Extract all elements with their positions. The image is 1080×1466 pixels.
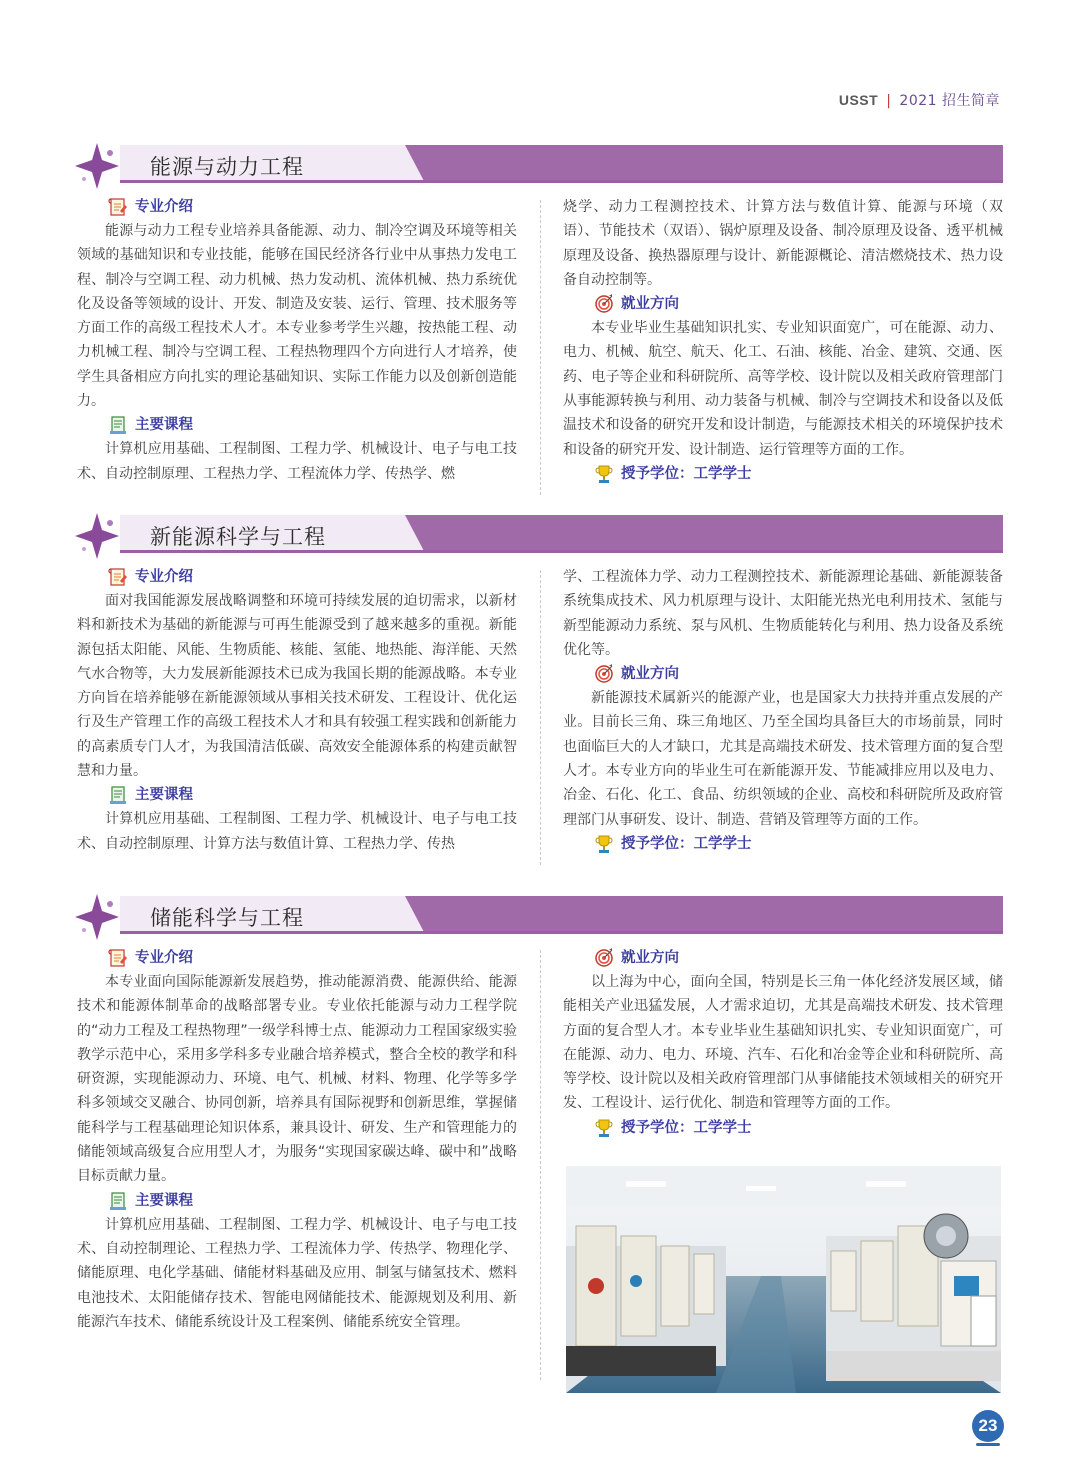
section-1-right-column (563, 195, 1003, 486)
laboratory-photo (566, 1166, 1001, 1393)
courses-label: 主要课程 (135, 787, 193, 804)
trophy-icon (593, 463, 615, 485)
courses-continued-text: 学、工程流体力学、动力工程测控技术、新能源理论基础、新能源装备系统集成技术、风力机原理与设计、太阳能光热光电利用技术、氢能与新型能源动力系统、泵与风机、生物质能转化与利用、热力设备及系统优化等。 (563, 569, 1003, 658)
section-2-left-column (77, 565, 517, 856)
laboratory-illustration (566, 1166, 1001, 1393)
page-header (839, 90, 1000, 110)
intro-text: 面对我国能源发展战略调整和环境可持续发展的迫切需求，以新材料和新技术为基础的新能源与可再生能源受到了越来越多的重视。新能源包括太阳能、风能、生物质能、核能、氢能、地热能、海洋能、天然气水合物等，大力发展新能源技术已成为我国长期的能源战略。本专业方向旨在培养能够在新能源领域从事相关技术研发、工程设计、优化运行及生产管理工作的高级工程技术人才和具有较强工程实践和创新能力的高素质专门人才，为我国清洁低碳、高效安全能源体系的构建贡献智慧和力量。 (77, 593, 517, 780)
section-1-left-column (77, 195, 517, 486)
courses-continued-text: 烧学、动力工程测控技术、计算方法与数值计算、能源与环境（双语）、节能技术（双语）、锅炉原理及设备、制冷原理及设备、透平机械原理及设备、换热器原理与设计、新能源概论、清洁燃烧技术、热力设备自动控制等。 (563, 199, 1003, 288)
scroll-icon (107, 947, 129, 969)
intro-text: 能源与动力工程专业培养具备能源、动力、制冷空调及环境等相关领域的基础知识和专业技能，能够在国民经济各行业中从事热力发电工程、制冷与空调工程、动力机械、热力发动机、流体机械、热力系统优化及设备等领域的设计、开发、制造及安装、运行、管理、技术服务等方面工作的高级工程技术人才。本专业参考学生兴趣，按热能工程、动力机械工程、制冷与空调工程、工程热物理四个方向进行人才培养，使学生具备相应方向扎实的理论基础知识、实际工作能力以及创新创造能力。 (77, 223, 517, 410)
section-title: 储能科学与工程 (150, 906, 304, 930)
career-text: 新能源技术属新兴的能源产业，也是国家大力扶持并重点发展的产业。目前长三角、珠三角地区、乃至全国均具备巨大的市场前景，同时也面临巨大的人才缺口，尤其是高端技术研发、技术管理方面的复合型人才。本专业方向的毕业生可在新能源开发、节能减排应用以及电力、冶金、石化、化工、食品、纺织领域的企业、高校和科研院所及政府管理部门从事研发、设计、制造、营销及管理等方面的工作。 (563, 690, 1003, 828)
scroll-icon (107, 196, 129, 218)
column-divider (540, 950, 541, 1380)
section-3-left-column (77, 946, 517, 1334)
career-label: 就业方向 (621, 296, 679, 313)
courses-text: 计算机应用基础、工程制图、工程力学、机械设计、电子与电工技术、自动控制原理、工程热力学、工程流体力学、传热学、燃 (77, 441, 517, 482)
career-label: 就业方向 (621, 949, 679, 966)
intro-heading (77, 946, 517, 970)
career-heading (563, 946, 1003, 970)
intro-label: 专业介绍 (135, 568, 193, 585)
header-separator: | (886, 93, 892, 109)
section-banner (120, 515, 1003, 553)
degree-heading (563, 832, 1003, 856)
degree-heading (563, 1116, 1003, 1140)
book-icon (107, 784, 129, 806)
column-divider (540, 200, 541, 495)
intro-heading (77, 195, 517, 219)
courses-label: 主要课程 (135, 1192, 193, 1209)
degree-heading (563, 462, 1003, 486)
career-heading (563, 662, 1003, 686)
degree-label: 授予学位：工学学士 (621, 1119, 752, 1136)
courses-heading (77, 783, 517, 807)
courses-heading (77, 413, 517, 437)
section-banner (120, 145, 1003, 183)
courses-text: 计算机应用基础、工程制图、工程力学、机械设计、电子与电工技术、自动控制理论、工程热力学、工程流体力学、传热学、物理化学、储能原理、电化学基础、储能材料基础及应用、制氢与储氢技术、燃料电池技术、太阳能储存技术、智能电网储能技术、能源规划及利用、新能源汽车技术、储能系统设计及工程案例、储能系统安全管理。 (77, 1216, 517, 1330)
courses-text: 计算机应用基础、工程制图、工程力学、机械设计、电子与电工技术、自动控制原理、计算方法与数值计算、工程热力学、传热 (77, 811, 517, 852)
target-icon (593, 663, 615, 685)
courses-label: 主要课程 (135, 417, 193, 434)
target-icon (593, 947, 615, 969)
column-divider (540, 570, 541, 865)
star-decoration-icon (72, 892, 122, 942)
scroll-icon (107, 566, 129, 588)
intro-text: 本专业面向国际能源新发展趋势，推动能源消费、能源供给、能源技术和能源体制革命的战略部署专业。专业依托能源与动力工程学院的“动力工程及工程热物理”一级学科博士点、能源动力工程国家级实验教学示范中心，采用多学科多专业融合培养模式，整合全校的教学和科研资源，实现能源动力、环境、电气、机械、材料、物理、化学等多学科多领域交叉融合、协同创新，培养具有国际视野和创新思维，掌握储能科学与工程基础理论知识体系，兼具设计、研发、生产和管理能力的储能领域高级复合应用型人才，为服务“实现国家碳达峰、碳中和”战略目标贡献力量。 (77, 974, 517, 1185)
page-number-badge: 23 (972, 1410, 1004, 1442)
section-title: 新能源科学与工程 (150, 525, 326, 549)
star-decoration-icon (72, 141, 122, 191)
trophy-icon (593, 1117, 615, 1139)
career-text: 本专业毕业生基础知识扎实、专业知识面宽广，可在能源、动力、电力、机械、航空、航天、化工、石油、核能、冶金、建筑、交通、医药、电子等企业和科研院所、高等学校、设计院以及相关政府管理部门从事能源转换与利用、动力装备与机械、制冷与空调技术和设备以及低温技术和设备的研究开发和设计制造，与能源技术相关的环境保护技术和设备的研究开发、设计制造、运行管理等方面的工作。 (563, 320, 1003, 458)
section-2-right-column (563, 565, 1003, 856)
section-3-right-column (563, 946, 1003, 1140)
section-title: 能源与动力工程 (150, 155, 304, 179)
book-icon (107, 414, 129, 436)
intro-heading (77, 565, 517, 589)
intro-label: 专业介绍 (135, 198, 193, 215)
section-banner (120, 896, 1003, 934)
brand-name: USST (838, 92, 879, 108)
brochure-title: 2021 招生简章 (899, 93, 1000, 109)
career-heading (563, 292, 1003, 316)
courses-heading (77, 1189, 517, 1213)
star-decoration-icon (72, 511, 122, 561)
intro-label: 专业介绍 (135, 949, 193, 966)
trophy-icon (593, 833, 615, 855)
career-label: 就业方向 (621, 666, 679, 683)
degree-label: 授予学位：工学学士 (621, 465, 752, 482)
degree-label: 授予学位：工学学士 (621, 835, 752, 852)
book-icon (107, 1190, 129, 1212)
career-text: 以上海为中心，面向全国，特别是长三角一体化经济发展区域，储能相关产业迅猛发展，人才需求迫切，尤其是高端技术研发、技术管理方面的复合型人才。本专业毕业生基础知识扎实、专业知识面宽广，可在能源、动力、电力、环境、汽车、石化和冶金等企业和科研院所、高等学校、设计院以及相关政府管理部门从事储能技术领域相关的研究开发、工程设计、运行优化、制造和管理等方面的工作。 (563, 974, 1003, 1112)
target-icon (593, 293, 615, 315)
